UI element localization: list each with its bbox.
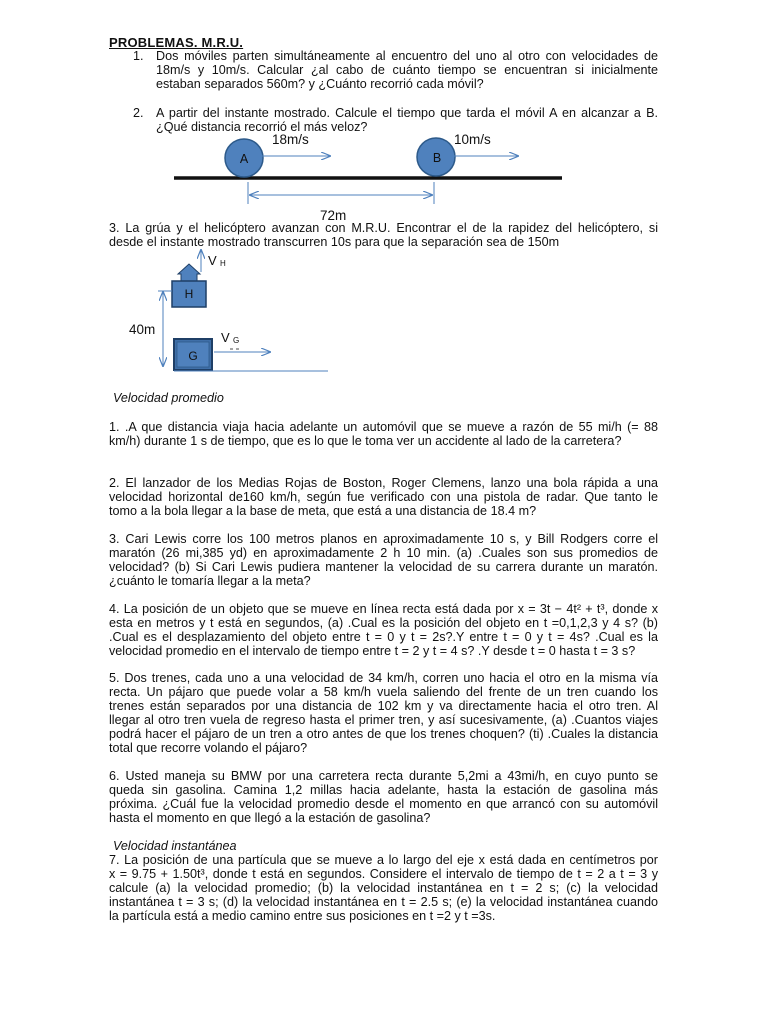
helicopter-up-arrow bbox=[178, 264, 200, 282]
distance-label: 72m bbox=[320, 208, 347, 223]
vp-5-line: podrá hacer el pájaro de un tren a otro antes de que los trenes choquen? (ti) .Cuales la distancia bbox=[109, 727, 658, 741]
velocity-a-label: 18m/s bbox=[272, 132, 309, 147]
vi-7-line: la partícula está a medio camino entre sus posiciones en t =2 y t =3s. bbox=[109, 909, 496, 923]
vp-5-line: recta. Un pájaro que puede volar a 58 km/h vuela saliendo del frente de un tren cuando los bbox=[109, 685, 658, 699]
problem-1-number: 1. bbox=[133, 49, 144, 63]
vi-7-line: 7. La posición de una partícula que se mueve a lo largo del eje x está dada en centímetros por bbox=[109, 853, 658, 867]
vp-problem-6 bbox=[109, 769, 658, 825]
velocity-b-label: 10m/s bbox=[454, 132, 491, 147]
vi-7-line: instantánea t = 3 s; (d) la velocidad instantánea en t = 2.5 s; (e) la velocidad instantánea cuando bbox=[109, 895, 658, 909]
section-velocidad-promedio: Velocidad promedio bbox=[113, 391, 224, 405]
vp-3-line: maratón (26 mi,385 yd) en aproximadamente 2 h 10 min. (a) .Cuales son sus promedios de bbox=[109, 546, 658, 560]
mobile-b-label: B bbox=[432, 151, 442, 165]
vp-5-line: total que recorre volando el pájaro? bbox=[109, 741, 308, 755]
vp-problem-2 bbox=[109, 476, 658, 518]
vp-2-line: 2. El lanzador de los Medias Rojas de Boston, Roger Clemens, lanzo una bola rápida a una bbox=[109, 476, 658, 490]
vp-problem-1 bbox=[109, 420, 658, 448]
velocity-h-subscript: H bbox=[220, 259, 226, 268]
helicopter-label: H bbox=[184, 287, 194, 301]
problem-1-line: estaban separados 560m? y ¿Cuánto recorrió cada móvil? bbox=[156, 77, 484, 91]
problem-2-line: ¿Qué distancia recorrió el más veloz? bbox=[156, 120, 368, 134]
vp-2-line: tomo a la bola llegar a la base de meta, que está a una distancia de 18.4 m? bbox=[109, 504, 537, 518]
vp-3-line: 3. Cari Lewis corre los 100 metros planos en aproximadamente 10 s, y Bill Rodgers corre el bbox=[109, 532, 658, 546]
vp-6-line: 6. Usted maneja su BMW por una carretera recta durante 5,2mi a 43mi/h, en cuyo punto se bbox=[109, 769, 658, 783]
vp-1-line: km/h) durante 1 s de tiempo, que es lo que le toma ver un accidente al lado de la carretera? bbox=[109, 434, 622, 448]
vp-problem-4 bbox=[109, 602, 658, 658]
problem-2-number: 2. bbox=[133, 106, 144, 120]
vp-problem-3 bbox=[109, 532, 658, 588]
problem-1-line: 18m/s y 10m/s. Calcular ¿al cabo de cuánto tiempo se encuentran si inicialmente bbox=[156, 63, 658, 77]
vi-7-line: x = 9.75 + 1.50t³, donde t está en segundos. Considere el intervalo de tiempo de t = 2 a t = 3 y bbox=[109, 867, 658, 881]
vi-problem-7 bbox=[109, 853, 658, 923]
vp-4-line: 4. La posición de un objeto que se mueve en línea recta está dada por x = 3t − 4t² + t³, donde x bbox=[109, 602, 658, 616]
height-label: 40m bbox=[129, 322, 156, 337]
vp-6-line: queda sin gasolina. Camina 1,2 millas hacia adelante, hasta la estación de gasolina más bbox=[109, 783, 658, 797]
mobile-a-label: A bbox=[239, 152, 249, 166]
vp-6-line: próxima. ¿Cuál fue la velocidad promedio desde el momento en que arrancó con su automóvil bbox=[109, 797, 658, 811]
vp-6-line: hasta el momento en que llegó a la estación de gasolina? bbox=[109, 811, 431, 825]
problem-3-line: desde el instante mostrado transcurren 10s para que la separación sea de 150m bbox=[109, 235, 560, 249]
vp-3-line: ¿cuánto le tomaría llegar a la meta? bbox=[109, 574, 311, 588]
section-velocidad-instantanea: Velocidad instantánea bbox=[113, 839, 237, 853]
vp-problem-5 bbox=[109, 671, 658, 755]
vp-1-line: 1. .A que distancia viaja hacia adelante un automóvil que se mueve a razón de 55 mi/h (= 88 bbox=[109, 420, 658, 434]
vp-4-line: .Cual es el desplazamiento del objeto entre t = 0 y t = 2s?.Y entre t = 0 y t = 4s? .Cual es la bbox=[109, 630, 658, 644]
problem-1-line: Dos móviles parten simultáneamente al encuentro del uno al otro con velocidades de bbox=[156, 49, 658, 63]
velocity-g-symbol: V bbox=[221, 330, 230, 345]
vp-5-line: llegar al otro tren vuela de regreso hasta el primer tren, y así sucesivamente, (a) .Cuantos viajes bbox=[109, 713, 658, 727]
vp-2-line: velocidad horizontal de160 km/h, según fue verificado con una pistola de radar. Que tanto le bbox=[109, 490, 658, 504]
crane-label: G bbox=[188, 349, 198, 363]
vp-4-line: esta en metros y t está en segundos, (a) .Cual es la posición del objeto en t =0,1,2,3 y 4 s? (b) bbox=[109, 616, 658, 630]
page-title: PROBLEMAS. M.R.U. bbox=[109, 35, 244, 50]
problem-2-line: A partir del instante mostrado. Calcule el tiempo que tarda el móvil A en alcanzar a B. bbox=[156, 106, 658, 120]
problem-3-line: 3. La grúa y el helicóptero avanzan con M.R.U. Encontrar el de la rapidez del helicóptero, si bbox=[109, 221, 658, 235]
velocity-g-subscript: G bbox=[233, 336, 240, 345]
vp-5-line: 5. Dos trenes, cada uno a una velocidad de 34 km/h, corren uno hacia el otro en la misma vía bbox=[109, 671, 658, 685]
vp-3-line: velocidad? (b) Si Cari Lewis pudiera mantener la velocidad de su carrera durante un maratón. bbox=[109, 560, 658, 574]
vp-4-line: velocidad promedio en el intervalo de tiempo entre t = 2 y t = 4 s? .Y desde t = 0 hasta t = 3 s? bbox=[109, 644, 636, 658]
vi-7-line: calcule (a) la velocidad promedio; (b) la velocidad instantánea en t = 2 s; (c) la velocidad bbox=[109, 881, 658, 895]
velocity-h-symbol: V bbox=[208, 253, 217, 268]
vp-5-line: trenes están separados por una distancia de 102 km y va directamente hacia el otro tren. Al bbox=[109, 699, 658, 713]
